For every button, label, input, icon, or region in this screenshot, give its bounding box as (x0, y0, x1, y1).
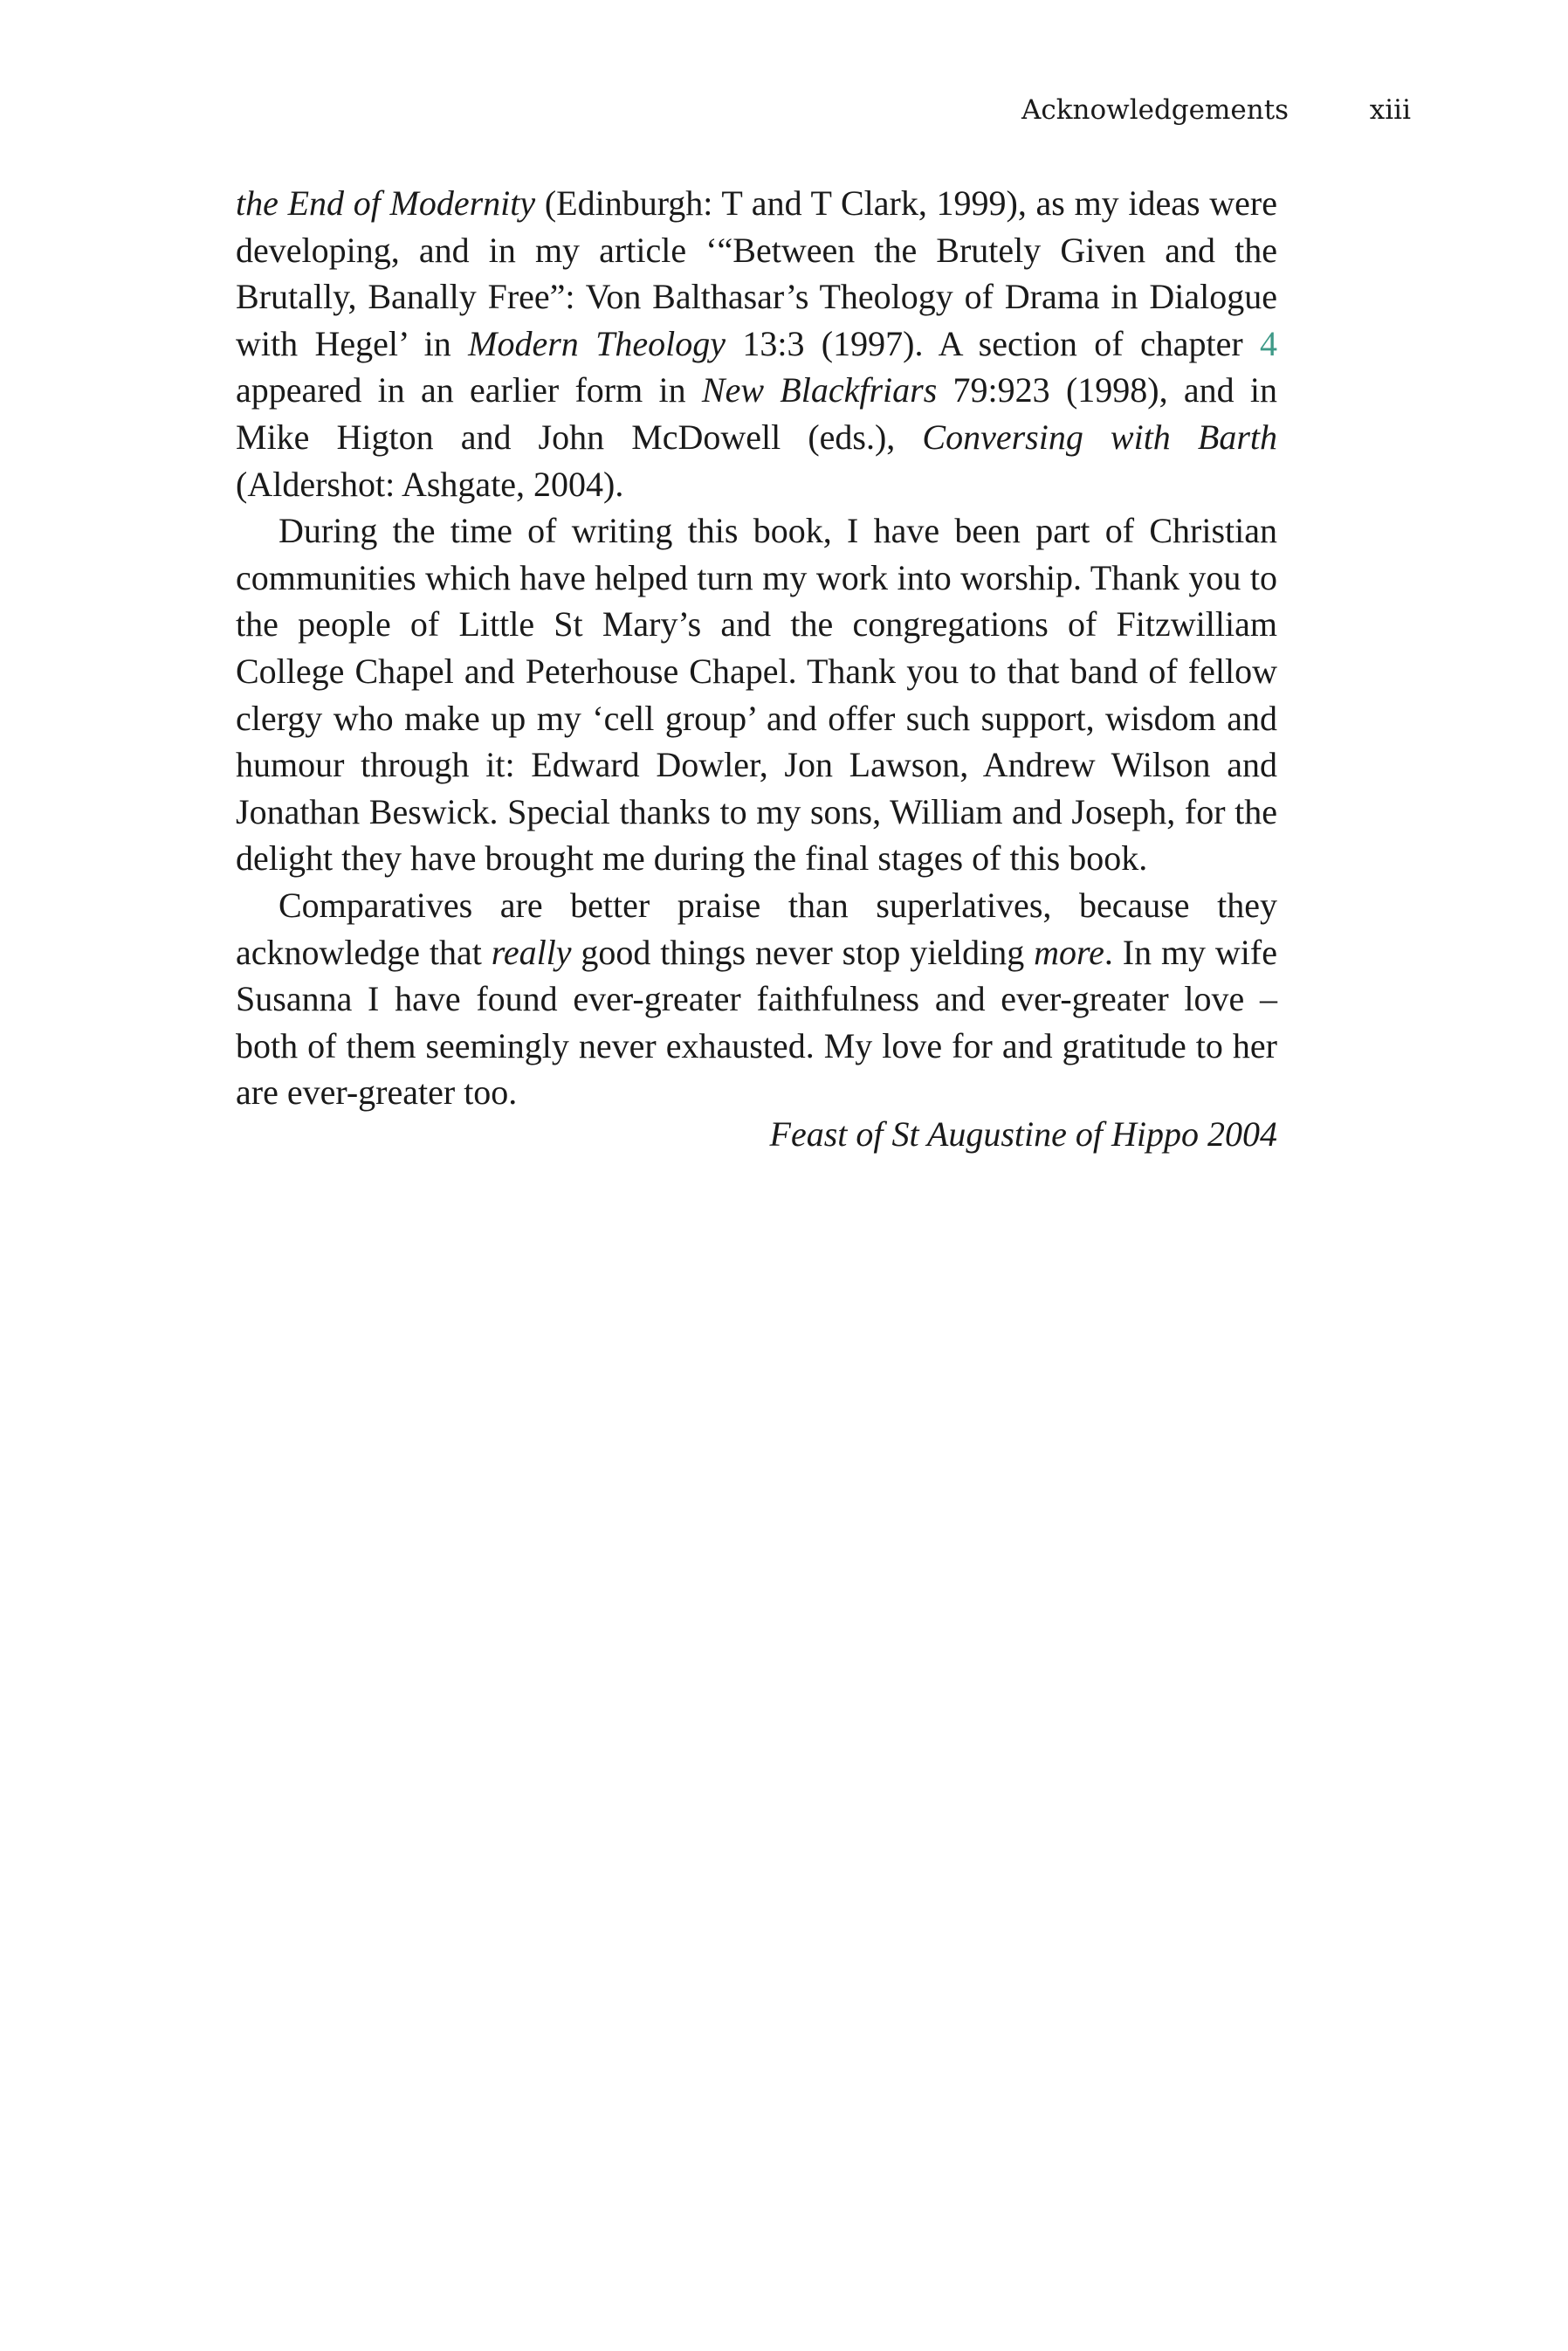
running-head-title: Acknowledgements (1021, 94, 1289, 126)
journal-title-modern-theology: Modern Theology (468, 323, 726, 363)
text-run: appeared in an earlier form in (236, 370, 702, 410)
paragraph-communities: During the time of writing this book, I have been part of Christian communities which have helped turn my work into worship. Thank you to the people of Little St Mary’s and the congregations of Fitzwilliam College Chapel and Peterhouse Chapel. Thank you to that band of fellow clergy who make up my ‘cell group’ and offer such support, wisdom and humour through it: Edward Dowler, Jon Lawson, Andrew Wilson and Jonathan Beswick. Special thanks to my sons, William and Joseph, for the delight they have brought me during the final stages of this book. (236, 511, 1277, 879)
emphasis-really: really (491, 932, 572, 972)
text-run: (Edinburgh: T and T Clark, 1999), as my ideas were developing, and in my article ‘“Between the Brutely Given and the Brutally, Banally Free”: Von Balthasar’s Theology of Drama in Dialogue with Hegel’ in (236, 183, 1277, 363)
journal-title-new-blackfriars: New Blackfriars (701, 370, 938, 410)
text-run: 13:3 (1997). A section of chapter (726, 323, 1260, 363)
text-run: 79:923 (1998), and in Mike Higton and John McDowell (eds.), (236, 370, 1278, 457)
chapter-cross-reference-link[interactable]: 4 (1260, 323, 1277, 363)
book-title-end-of-modernity: the End of Modernity (236, 183, 536, 223)
text-run: . In my wife Susanna I have found ever-greater faithfulness and ever-greater love – both of them seemingly never exhausted. My love for and gratitude to her are ever-greater too. (236, 932, 1277, 1113)
paragraph-comparatives (236, 882, 1277, 1116)
body-text (236, 180, 1277, 1116)
emphasis-more: more (1034, 932, 1104, 972)
book-title-conversing-with-barth: Conversing with Barth (922, 417, 1278, 457)
text-run: Comparatives are better praise than superlatives, because they acknowledge that (236, 885, 1277, 972)
text-run: (Aldershot: Ashgate, 2004). (236, 464, 624, 504)
paragraph-continued (236, 180, 1277, 507)
text-run: good things never stop yielding (571, 932, 1035, 972)
signoff-date-line: Feast of St Augustine of Hippo 2004 (769, 1114, 1277, 1154)
running-head (1021, 91, 1411, 129)
page-number: xiii (1369, 94, 1411, 126)
